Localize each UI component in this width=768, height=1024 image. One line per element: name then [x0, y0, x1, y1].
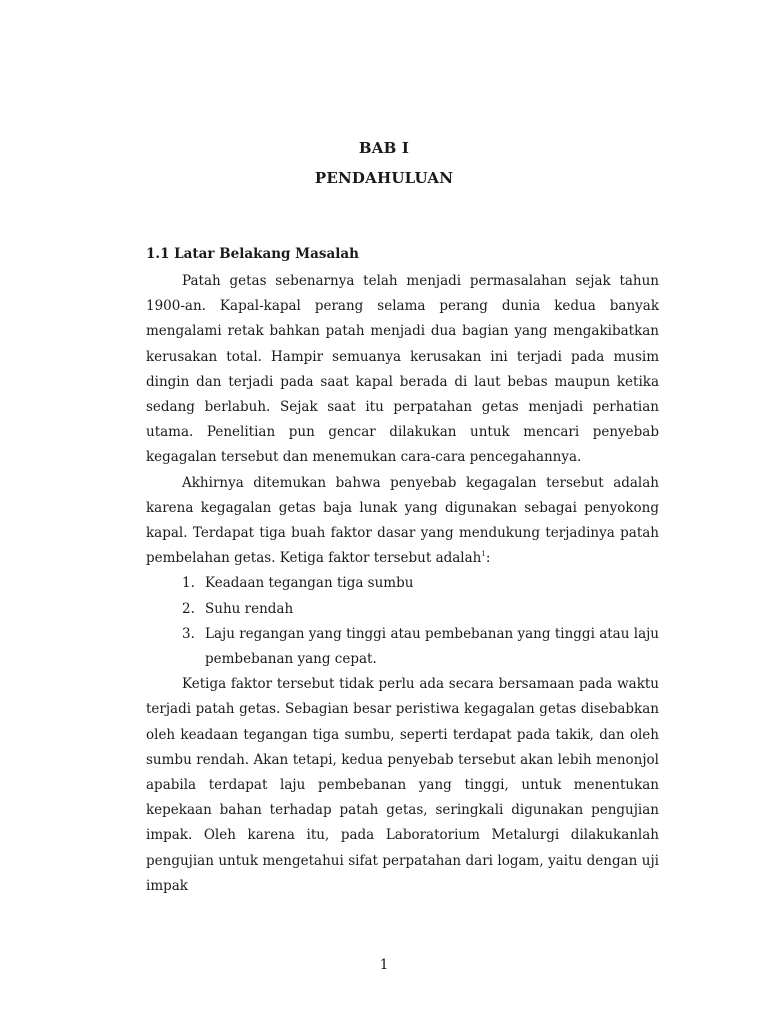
body-text — [146, 269, 659, 899]
paragraph-text: Akhirnya ditemukan bahwa penyebab kegagalan tersebut adalah karena kegagalan getas baja lunak yang digunakan sebagai penyokong kapal. Terdapat tiga buah faktor dasar yang mendukung terjadinya patah pembelahan getas. Ketiga faktor tersebut adalah — [146, 474, 659, 567]
section-heading: 1.1 Latar Belakang Masalah — [146, 246, 359, 262]
paragraph — [146, 471, 659, 572]
page-number: 1 — [379, 957, 389, 973]
paragraph: Patah getas sebenarnya telah menjadi permasalahan sejak tahun 1900-an. Kapal-kapal perang selama perang dunia kedua banyak mengalami retak bahkan patah menjadi dua bagian yang mengakibatkan kerusakan total. Hampir semuanya kerusakan ini terjadi pada musim dingin dan terjadi pada saat kapal berada di laut bebas maupun ketika sedang berlabuh. Sejak saat itu perpatahan getas menjadi perhatian utama. Penelitian pun gencar dilakukan untuk mencari penyebab kegagalan tersebut dan menemukan cara-cara pencegahannya. — [146, 273, 659, 466]
paragraph-end: : — [485, 550, 491, 567]
list-item — [146, 622, 659, 672]
list-marker: 3. — [182, 625, 195, 642]
footnote-marker: 1 — [481, 550, 486, 559]
chapter-title: PENDAHULUAN — [314, 169, 454, 187]
chapter-number: BAB I — [358, 139, 410, 157]
list-marker: 1. — [182, 575, 195, 592]
list-item — [146, 571, 659, 596]
list-item-text: Laju regangan yang tinggi atau pembebanan yang tinggi atau laju pembebanan yang cepat. — [205, 625, 659, 668]
list-item-text: Suhu rendah — [205, 600, 294, 617]
list-marker: 2. — [182, 600, 195, 617]
list-item-text: Keadaan tegangan tiga sumbu — [205, 575, 414, 592]
factor-list — [146, 571, 659, 672]
list-item — [146, 597, 659, 622]
paragraph: Ketiga faktor tersebut tidak perlu ada secara bersamaan pada waktu terjadi patah getas. Sebagian besar peristiwa kegagalan getas disebabkan oleh keadaan tegangan tiga sumbu, seperti terdapat pada takik, dan oleh sumbu rendah. Akan tetapi, kedua penyebab tersebut akan lebih menonjol apabila terdapat laju pembebanan yang tinggi, untuk menentukan kepekaan bahan terhadap patah getas, seringkali digunakan pengujian impak. Oleh karena itu, pada Laboratorium Metalurgi dilakukanlah pengujian untuk mengetahui sifat perpatahan dari logam, yaitu dengan uji impak — [146, 676, 659, 894]
